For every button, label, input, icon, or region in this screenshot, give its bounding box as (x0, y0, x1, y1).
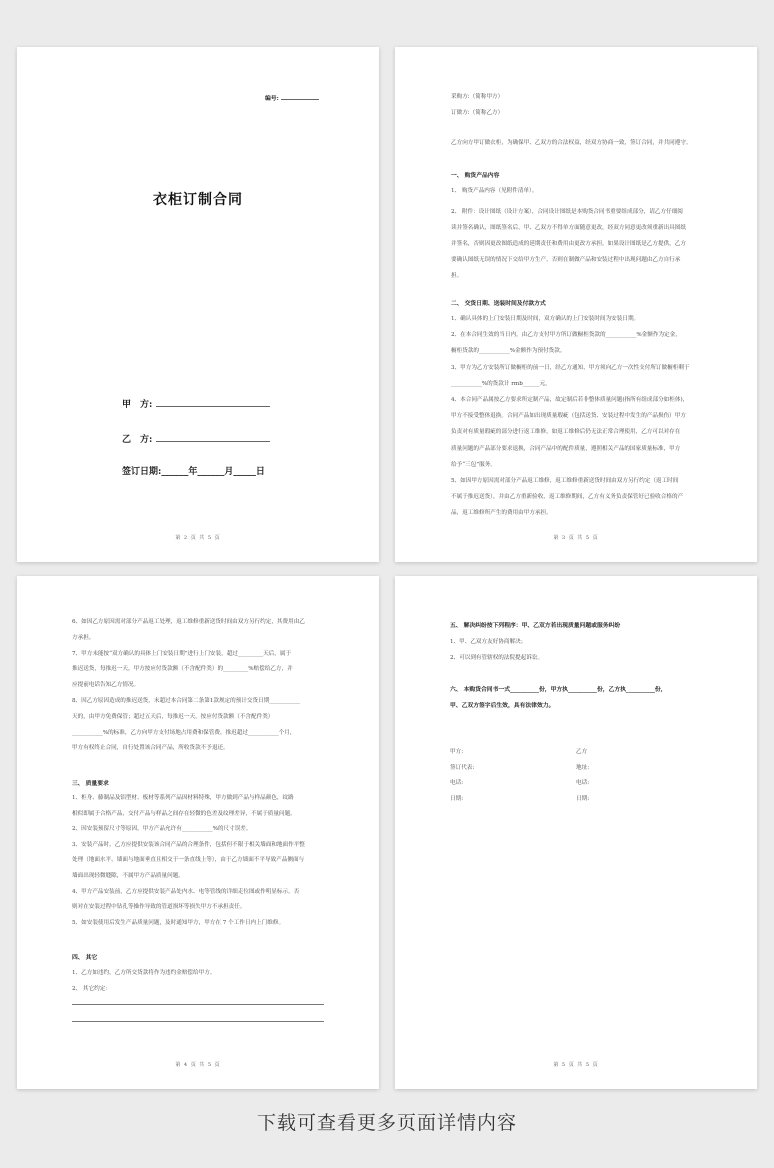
text-line: 2、 其它约定： (72, 986, 111, 992)
other-terms-line (72, 1021, 324, 1022)
text-line: ___________%的货款计 rmb______元。 (451, 380, 551, 387)
text-line: 1、乙方如违约，乙方所交货款将作为违约金赔偿给甲方。 (72, 970, 216, 976)
section-6-line-2: 甲、乙双方签字后生效，具有法律效力。 (450, 703, 555, 709)
text-line: 不属于推迟送货），并由乙方重新验收，返工维修期间，乙方有义务负责保管好已验收合格的产 (451, 494, 684, 501)
page-number: 第 4 页 共 5 页 (175, 1062, 221, 1068)
text-line: 相似即属于合格产品，交付产品与样品之间存在轻微的色差及纹理差异，不属于质量问题。 (72, 810, 296, 817)
text-line: 6、如因乙方原因需对部分产品返工处理，返工维修重新送货时间由双方另行约定，其费用由乙 (72, 619, 305, 625)
text-line: 5、如安装使用后发生产品质量问题，及时通知甲方，甲方在 7 个工作日内上门维修。 (72, 919, 285, 926)
buyer-line: 采购方:（简称甲方） (451, 94, 504, 100)
page-4 (17, 576, 379, 1089)
signature-field: 签订代表: (450, 764, 475, 771)
party-b-line: 乙 方: (122, 432, 270, 445)
party-b-signature-block (576, 745, 589, 808)
text-line: 应提前电话告知乙方情况。 (72, 682, 140, 689)
text-line: 橱柜货款的___________%金额作为预付货款。 (451, 348, 566, 355)
text-line: 给予“三包”服务。 (451, 461, 496, 468)
signature-field: 乙方 (576, 749, 588, 755)
signature-field: 日期: (576, 796, 590, 803)
section-3-title: 三、 质量要求 (72, 781, 109, 787)
text-line: 墙面出现轻微缝隙，不属甲方产品质量问题。 (72, 872, 184, 879)
text-line: ___________%的标准，乙方向甲方支付场地占用费和保管费，推迟超过___________个月， (72, 729, 296, 736)
text-line: 则对在安装过程中钻孔等操作导致的管道损坏等损失甲方不承担责任。 (72, 904, 246, 911)
intro-paragraph: 乙方向方甲订做衣柜，为确保甲、乙双方的合法权益，经双方协商一致，签订合同，并共同遵守。 (451, 140, 692, 146)
text-line: 5、如因甲方原因需对部分产品返工维修，返工维修重新送货时间由双方另行约定（返工时间 (451, 478, 679, 485)
text-line: 1、柜身、藤制品及铝型材、板材等系列产品因材料特殊，甲方做到产品与样品颜色，纹路 (72, 795, 294, 801)
text-line: 处理（地面水平、墙面与地面垂直且相交于一条直线上等），由于乙方墙面不平导致产品侧面与 (72, 857, 305, 864)
text-line: 2、因安装预留尺寸等原因，甲方产品允许有___________%的尺寸误差。 (72, 826, 252, 833)
page-3 (395, 47, 757, 562)
page-5 (395, 576, 757, 1089)
contract-number-label: 编号: (265, 93, 319, 102)
text-line: 1、确认具体的上门安装日期及时间，双方确认的上门安装时间为安装日期。 (451, 316, 640, 322)
text-line: 3、安装产品时，乙方应提供安装该合同产品的合理条件，包括但不限于相关墙面和地面作平整 (72, 841, 305, 848)
text-line: 方承担。 (72, 634, 95, 641)
text-line: 1、甲、乙双方友好协商解决； (450, 639, 527, 645)
section-1-item-1: 1、 购货产品内容（见附件清单）。 (451, 188, 538, 194)
text-line: 4、本合同产品属按乙方要求所定制产品，故定制后若非整体质量问题(指所有组成部分如柜体)， (451, 397, 689, 404)
party-a-signature-block (450, 745, 474, 808)
page-2-cover (17, 47, 379, 562)
section-6-line-1: 六、 本购货合同书一式__________份，甲方执__________份，乙方执__________份， (450, 687, 667, 693)
signature-field: 电话: (450, 780, 464, 787)
text-line: 读并签名确认，图纸签名后，甲、乙双方不得单方面随意更改，经双方同意更改须重新出具图纸 (451, 225, 686, 231)
section-2-body (451, 311, 690, 522)
page-number: 第 3 页 共 5 页 (553, 535, 599, 541)
delivery-terms-continued (72, 615, 305, 757)
text-line: 甲方不接受整体退换。合同产品如出现质量瑕疵（包括送货、安装过程中发生的产品损伤）甲方 (451, 413, 686, 420)
signature-field: 电话: (576, 780, 590, 787)
section-2-title: 二、 交货日期、送装时间及付款方式 (451, 301, 546, 307)
download-caption[interactable]: 下载可查看更多页面详情内容 (256, 1112, 517, 1134)
text-line: 8、因乙方原因造成的推迟送货，未超过本合同第二条第1款规定的预计交货日期___________ (72, 697, 301, 704)
text-line: 担。 (451, 273, 463, 279)
section-5-title: 五、 解决纠纷按下列程序：甲、乙双方若出现质量问题或服务纠纷 (450, 623, 621, 629)
text-line: 推迟送货，每推迟一天，甲方按应付货款额（不含配件类）的_________%赔偿给乙方，并 (72, 666, 293, 673)
text-line: 4、甲方产品安装前，乙方应提供安装产品处内水、电等管线的详细走位图或作明显标示，否 (72, 888, 300, 895)
text-line: 2、在本合同生效的当日内，由乙方支付甲方所订做橱柜货款的___________%金额作为定金， (451, 332, 681, 339)
text-line: 并签名，否则因更改图纸造成的延期责任和费用由更改方承担。如果设计图纸是乙方提供，乙方 (451, 241, 686, 247)
section-4-body (72, 965, 215, 997)
seller-line: 订做方:（简称乙方） (451, 110, 504, 116)
signature-field: 甲方: (450, 749, 464, 755)
text-line: 要确认图纸无误的情况下交给甲方生产，否则在制做产品和安装过程中出现问题由乙方自行承 (451, 257, 681, 263)
party-a-line: 甲 方: (122, 397, 270, 410)
text-line: 负责对有质量瑕疵的部分进行返工维修，如返工维修后仍无法正常合理使用，乙方可以对存在 (451, 429, 681, 436)
text-line: 品，返工维修所产生的费用由甲方承担。 (451, 510, 552, 517)
text-line: 2、可以到有管辖权的法院提起诉讼。 (450, 655, 544, 661)
text-line: 天的，由甲方免费保管；超过五天后，每推迟一天，按应付货款额（不含配件类） (72, 713, 274, 720)
page-number: 第 2 页 共 5 页 (175, 535, 221, 541)
section-4-title: 四、 其它 (72, 955, 98, 961)
signature-field: 日期: (450, 796, 464, 803)
page-number: 第 5 页 共 5 页 (553, 1062, 599, 1068)
section-1-item-2 (451, 204, 686, 284)
signature-field: 地址: (576, 764, 590, 771)
text-line: 2、 附件：设计图纸（设计方案），合同设计图纸是本购货合同书重要组成部分，请乙方仔细阅 (451, 209, 683, 215)
contract-title: 衣柜订制合同 (153, 192, 243, 208)
section-1-title: 一、 购货产品内容 (451, 173, 500, 179)
sign-date-line: 签订日期:______年______月_____日 (122, 467, 265, 477)
text-line: 质量问题的产品部分要求退换，合同产品中的配件质量，遵照相关产品的国家质量标准，甲方 (451, 445, 681, 452)
text-line: 3、甲方为乙方安装所订做橱柜的前一日，经乙方通知，甲方须向乙方一次性支付所订做橱柜剩于 (451, 364, 690, 371)
section-5-body (450, 634, 543, 666)
text-line: 7、甲方未能按“双方确认的具体上门安装日期”进行上门安装，超过_________天后，属于 (72, 650, 292, 657)
other-terms-line (72, 1004, 324, 1005)
section-3-body (72, 791, 305, 931)
text-line: 甲方有权终止合同，自行处置该合同产品，所收货款不予退还。 (72, 745, 229, 752)
